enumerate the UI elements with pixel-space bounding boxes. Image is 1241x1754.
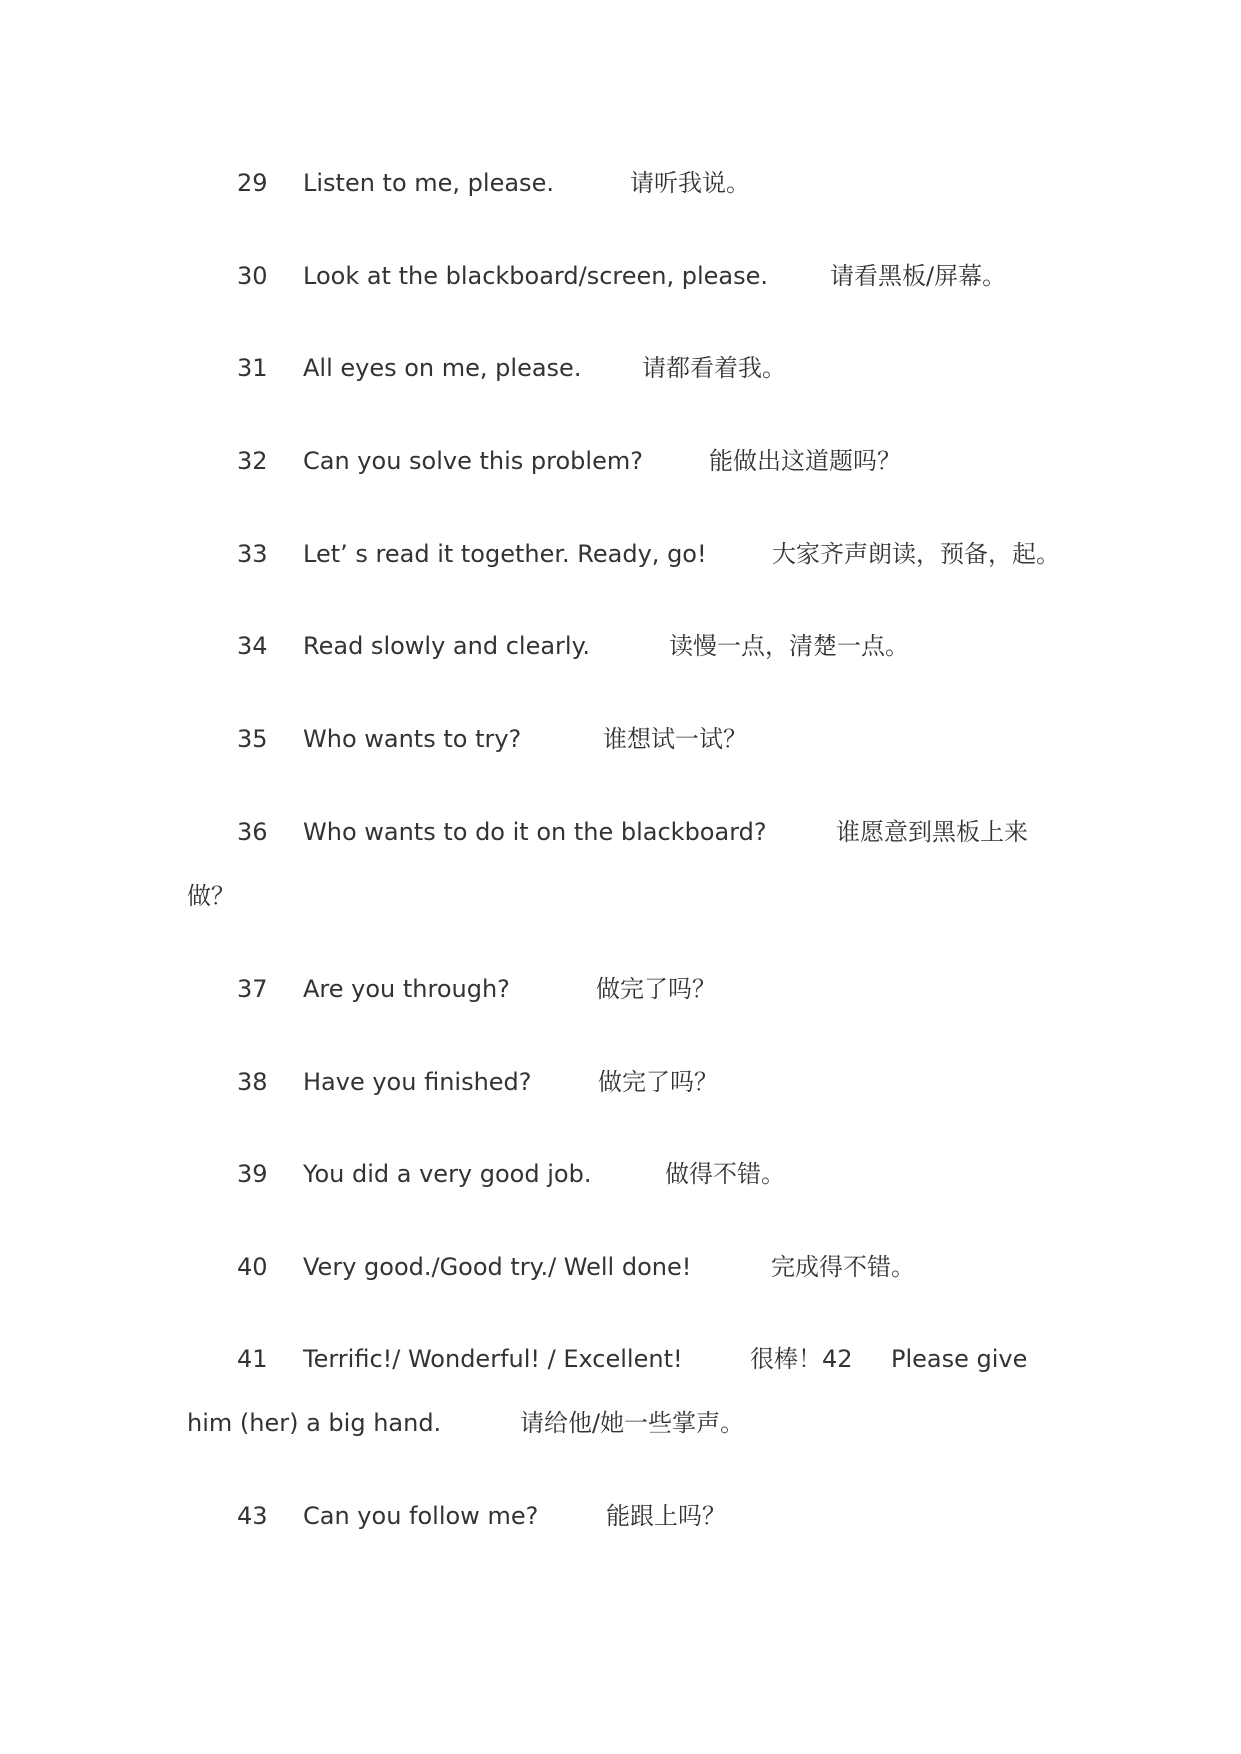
english-phrase: Who wants to do it on the blackboard? xyxy=(303,818,767,846)
english-phrase: Can you follow me? xyxy=(303,1502,539,1530)
item-number: 43 xyxy=(237,1502,268,1530)
chinese-translation: 读慢一点，清楚一点。 xyxy=(669,632,909,660)
english-phrase: Listen to me, please. xyxy=(303,169,554,197)
english-phrase: Let’ s read it together. Ready, go! xyxy=(303,540,707,568)
chinese-translation: 谁愿意到黑板上来 xyxy=(836,818,1028,846)
english-phrase: Who wants to try? xyxy=(303,725,522,753)
chinese-translation: 谁想试一试？ xyxy=(603,725,747,753)
english-phrase-continued: him (her) a big hand. xyxy=(187,1409,442,1437)
item-number: 31 xyxy=(237,354,268,382)
item-number: 34 xyxy=(237,632,268,660)
english-phrase: Have you finished? xyxy=(303,1068,532,1096)
english-phrase: Read slowly and clearly. xyxy=(303,632,590,660)
chinese-translation: 能做出这道题吗？ xyxy=(709,447,901,475)
item-number: 37 xyxy=(237,975,268,1003)
english-phrase: Can you solve this problem? xyxy=(303,447,643,475)
chinese-translation: 请看黑板/屏幕。 xyxy=(830,262,1007,290)
chinese-translation: 做完了吗？ xyxy=(598,1068,718,1096)
chinese-translation-continued: 做？ xyxy=(187,882,235,910)
chinese-translation: 请都看着我。 xyxy=(642,354,786,382)
chinese-translation: 做完了吗？ xyxy=(596,975,716,1003)
item-number: 39 xyxy=(237,1160,268,1188)
item-number: 32 xyxy=(237,447,268,475)
item-number: 40 xyxy=(237,1253,268,1281)
chinese-translation: 请听我说。 xyxy=(630,169,750,197)
chinese-translation: 做得不错。 xyxy=(665,1160,785,1188)
chinese-translation: 能跟上吗？ xyxy=(606,1502,726,1530)
chinese-translation: 很棒！42 xyxy=(750,1345,853,1373)
item-number: 30 xyxy=(237,262,268,290)
english-phrase-next: Please give xyxy=(891,1345,1028,1373)
item-number: 38 xyxy=(237,1068,268,1096)
item-number: 36 xyxy=(237,818,268,846)
english-phrase: Terrific!/ Wonderful! / Excellent! xyxy=(303,1345,683,1373)
chinese-translation: 大家齐声朗读，预备，起。 xyxy=(772,540,1060,568)
english-phrase: All eyes on me, please. xyxy=(303,354,582,382)
english-phrase: Very good./Good try./ Well done! xyxy=(303,1253,692,1281)
item-number: 33 xyxy=(237,540,268,568)
english-phrase: Are you through? xyxy=(303,975,510,1003)
english-phrase: Look at the blackboard/screen, please. xyxy=(303,262,769,290)
chinese-translation: 完成得不错。 xyxy=(771,1253,915,1281)
item-number: 41 xyxy=(237,1345,268,1373)
item-number: 35 xyxy=(237,725,268,753)
chinese-translation-next: 请给他/她一些掌声。 xyxy=(520,1409,745,1437)
item-number: 29 xyxy=(237,169,268,197)
english-phrase: You did a very good job. xyxy=(303,1160,592,1188)
